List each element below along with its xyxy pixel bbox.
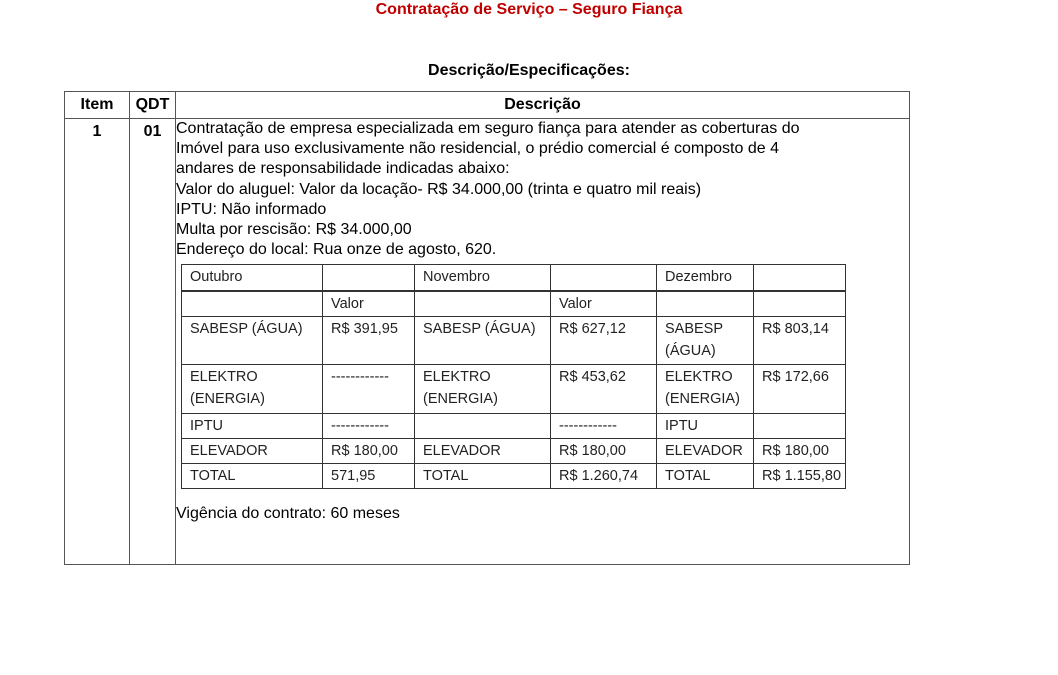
expenses-cell bbox=[754, 413, 846, 438]
section-subtitle: Descrição/Especificações: bbox=[428, 62, 630, 79]
expenses-cell: ------------ bbox=[323, 365, 415, 413]
expenses-cell: R$ 453,62 bbox=[551, 365, 657, 413]
item-number: 1 bbox=[92, 123, 102, 140]
header-qdt: QDT bbox=[130, 92, 176, 119]
expenses-cell: SABESP (ÁGUA) bbox=[657, 316, 754, 364]
expenses-cell bbox=[415, 291, 551, 317]
header-descricao: Descrição bbox=[176, 92, 910, 119]
expenses-cell: ELEVADOR bbox=[657, 438, 754, 463]
expenses-cell: R$ 180,00 bbox=[323, 438, 415, 463]
expenses-row bbox=[182, 464, 846, 489]
qdt-cell bbox=[130, 119, 176, 565]
expenses-cell: R$ 180,00 bbox=[754, 438, 846, 463]
table-row bbox=[65, 119, 910, 565]
expenses-cell: 571,95 bbox=[323, 464, 415, 489]
expenses-cell bbox=[754, 291, 846, 317]
item-cell bbox=[65, 119, 130, 565]
expenses-cell: ------------ bbox=[323, 413, 415, 438]
expenses-cell: Outubro bbox=[182, 265, 323, 291]
expenses-cell: TOTAL bbox=[657, 464, 754, 489]
expenses-cell: ELEKTRO (ENERGIA) bbox=[657, 365, 754, 413]
expenses-area bbox=[176, 261, 909, 523]
header-item: Item bbox=[65, 92, 130, 119]
expenses-cell bbox=[323, 265, 415, 291]
expenses-cell: ELEVADOR bbox=[415, 438, 551, 463]
expenses-cell: R$ 803,14 bbox=[754, 316, 846, 364]
expenses-row bbox=[182, 365, 846, 413]
expenses-cell: Dezembro bbox=[657, 265, 754, 291]
description-line: Imóvel para uso exclusivamente não residencial, o prédio comercial é composto de 4 bbox=[176, 140, 779, 158]
expenses-cell: SABESP (ÁGUA) bbox=[182, 316, 323, 364]
expenses-row bbox=[182, 265, 846, 291]
expenses-cell: SABESP (ÁGUA) bbox=[415, 316, 551, 364]
description-line: Valor do aluguel: Valor da locação- R$ 34.000,00 (trinta e quatro mil reais) bbox=[176, 180, 702, 198]
description-cell bbox=[176, 119, 910, 565]
expenses-cell bbox=[415, 413, 551, 438]
expenses-row bbox=[182, 438, 846, 463]
expenses-cell: TOTAL bbox=[182, 464, 323, 489]
description-line: Multa por rescisão: R$ 34.000,00 bbox=[176, 221, 412, 239]
qdt-value: 01 bbox=[143, 123, 162, 140]
expenses-cell: IPTU bbox=[182, 413, 323, 438]
contract-duration: Vigência do contrato: 60 meses bbox=[176, 505, 400, 523]
expenses-table bbox=[181, 264, 846, 489]
expenses-cell: R$ 172,66 bbox=[754, 365, 846, 413]
description-line: IPTU: Não informado bbox=[176, 200, 327, 218]
expenses-cell: R$ 391,95 bbox=[323, 316, 415, 364]
document-title: Contratação de Serviço – Seguro Fiança bbox=[375, 1, 683, 18]
expenses-cell bbox=[657, 291, 754, 317]
expenses-row bbox=[182, 413, 846, 438]
expenses-cell: R$ 180,00 bbox=[551, 438, 657, 463]
expenses-row bbox=[182, 291, 846, 317]
expenses-cell: ELEVADOR bbox=[182, 438, 323, 463]
expenses-cell: IPTU bbox=[657, 413, 754, 438]
expenses-cell: R$ 627,12 bbox=[551, 316, 657, 364]
header-row bbox=[65, 92, 910, 119]
expenses-cell: R$ 1.260,74 bbox=[551, 464, 657, 489]
expenses-cell: ELEKTRO (ENERGIA) bbox=[182, 365, 323, 413]
expenses-cell: ------------ bbox=[551, 413, 657, 438]
expenses-cell: TOTAL bbox=[415, 464, 551, 489]
expenses-cell: R$ 1.155,80 bbox=[754, 464, 846, 489]
expenses-cell: Valor bbox=[551, 291, 657, 317]
expenses-cell bbox=[551, 265, 657, 291]
expenses-cell: ELEKTRO (ENERGIA) bbox=[415, 365, 551, 413]
description-line: andares de responsabilidade indicadas abaixo: bbox=[176, 160, 510, 178]
expenses-cell bbox=[182, 291, 323, 317]
description-line: Contratação de empresa especializada em seguro fiança para atender as coberturas do bbox=[176, 120, 800, 137]
expenses-cell bbox=[754, 265, 846, 291]
expenses-cell: Valor bbox=[323, 291, 415, 317]
expenses-cell: Novembro bbox=[415, 265, 551, 291]
specification-table bbox=[64, 91, 910, 565]
expenses-row bbox=[182, 316, 846, 364]
description-line: Endereço do local: Rua onze de agosto, 620. bbox=[176, 241, 497, 259]
